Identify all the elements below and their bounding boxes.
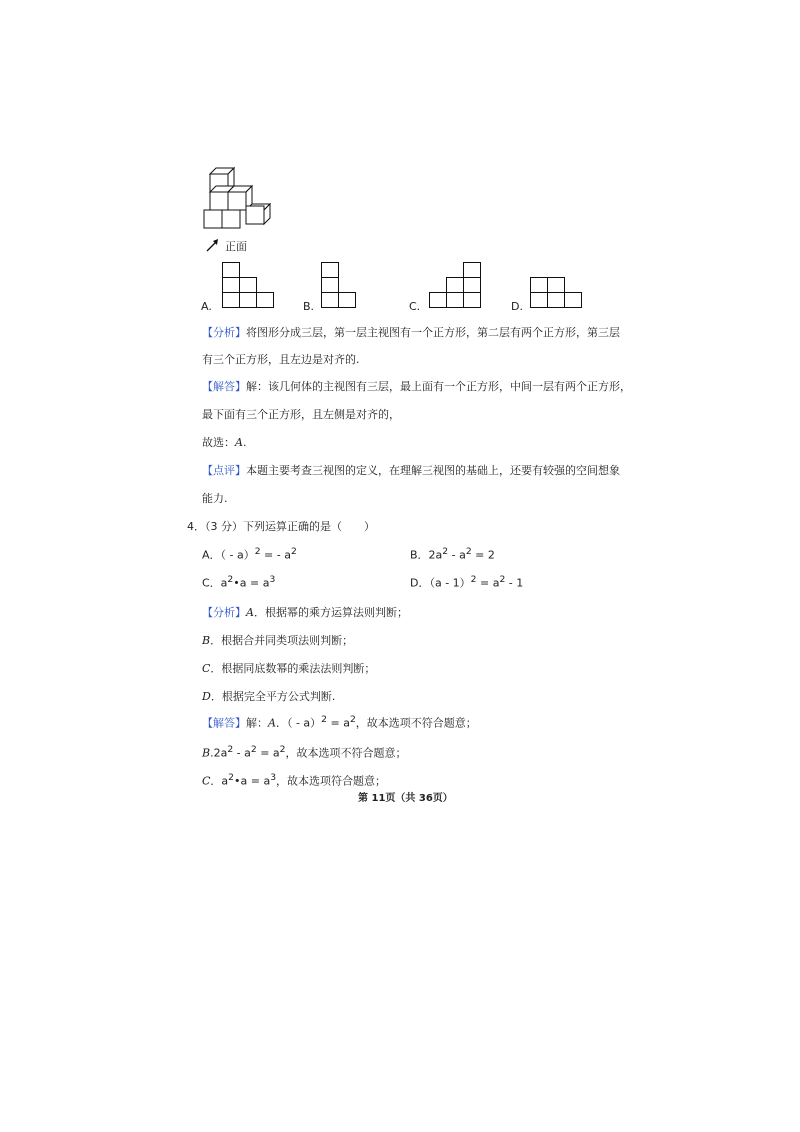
- q4-stem: 4．（3 分）下列运算正确的是（ ）: [187, 520, 375, 533]
- q3-solution-line-1: 【解答】解：该几何体的主视图有三层，最上面有一个正方形，中间一层有两个正方形，: [202, 380, 631, 393]
- page-footer: 第 11页（共 36页）: [358, 793, 453, 804]
- front-label: 正面: [225, 240, 247, 253]
- q3-comment-line-1: 【点评】本题主要考查三视图的定义，在理解三视图的基础上，还要有较强的空间想象: [202, 464, 620, 477]
- solution-tag: 【解答】: [202, 380, 246, 393]
- q3-choose: 故选：A.: [202, 436, 247, 449]
- q4-option-d[interactable]: D．$(a - 1)^2 = a^2 - 1$: [410, 574, 524, 590]
- q3-option-c-figure: [429, 262, 481, 308]
- q4-analysis-b: B．根据合并同类项法则判断；: [202, 634, 354, 647]
- q4-analysis-c: C．根据同底数幂的乘法法则判断；: [202, 662, 376, 675]
- q4-solution-a: 【解答】解：A．（ - $a)^2 = a^2$，故本选项不符合题意；: [202, 714, 477, 730]
- q3-option-a-letter[interactable]: A.: [201, 300, 212, 313]
- q3-option-d-figure: [530, 277, 582, 308]
- q3-option-d-letter[interactable]: D.: [511, 300, 523, 313]
- q3-option-b-figure: [321, 262, 357, 308]
- q4-solution-b: $B.2a^2 - a^2 = a^2$，故本选项不符合题意；: [202, 744, 407, 760]
- q4-option-c[interactable]: C．$a^2•a = a^3$: [202, 574, 276, 590]
- q4-analysis-a: 【分析】A．根据幂的乘方运算法则判断；: [202, 606, 408, 619]
- q4-option-b[interactable]: B．$2a^2 - a^2 = 2$: [410, 546, 495, 562]
- analysis-tag: 【分析】: [202, 326, 246, 339]
- q3-analysis-line-1: 【分析】将图形分成三层，第一层主视图有一个正方形，第二层有两个正方形，第三层: [202, 326, 620, 339]
- q3-option-b-letter[interactable]: B.: [303, 300, 315, 313]
- q3-solution-line-2: 最下面有三个正方形，且左侧是对齐的，: [202, 408, 400, 421]
- q3-analysis-line-2: 有三个正方形，且左边是对齐的.: [202, 353, 360, 366]
- q3-option-c-letter[interactable]: C.: [409, 300, 421, 313]
- comment-tag: 【点评】: [202, 464, 246, 477]
- q3-option-a-figure: [222, 262, 274, 308]
- q3-comment-line-2: 能力.: [202, 492, 228, 505]
- q4-option-a[interactable]: A．（ - a）$^2$ = - $a^2$: [202, 546, 297, 562]
- q4-analysis-d: D．根据完全平方公式判断.: [202, 690, 336, 703]
- q4-solution-c: C．$a^2•a = a^3$，故本选项符合题意；: [202, 772, 387, 788]
- arrow-up-right-icon: [206, 238, 220, 252]
- cube-solid-figure: [200, 168, 280, 238]
